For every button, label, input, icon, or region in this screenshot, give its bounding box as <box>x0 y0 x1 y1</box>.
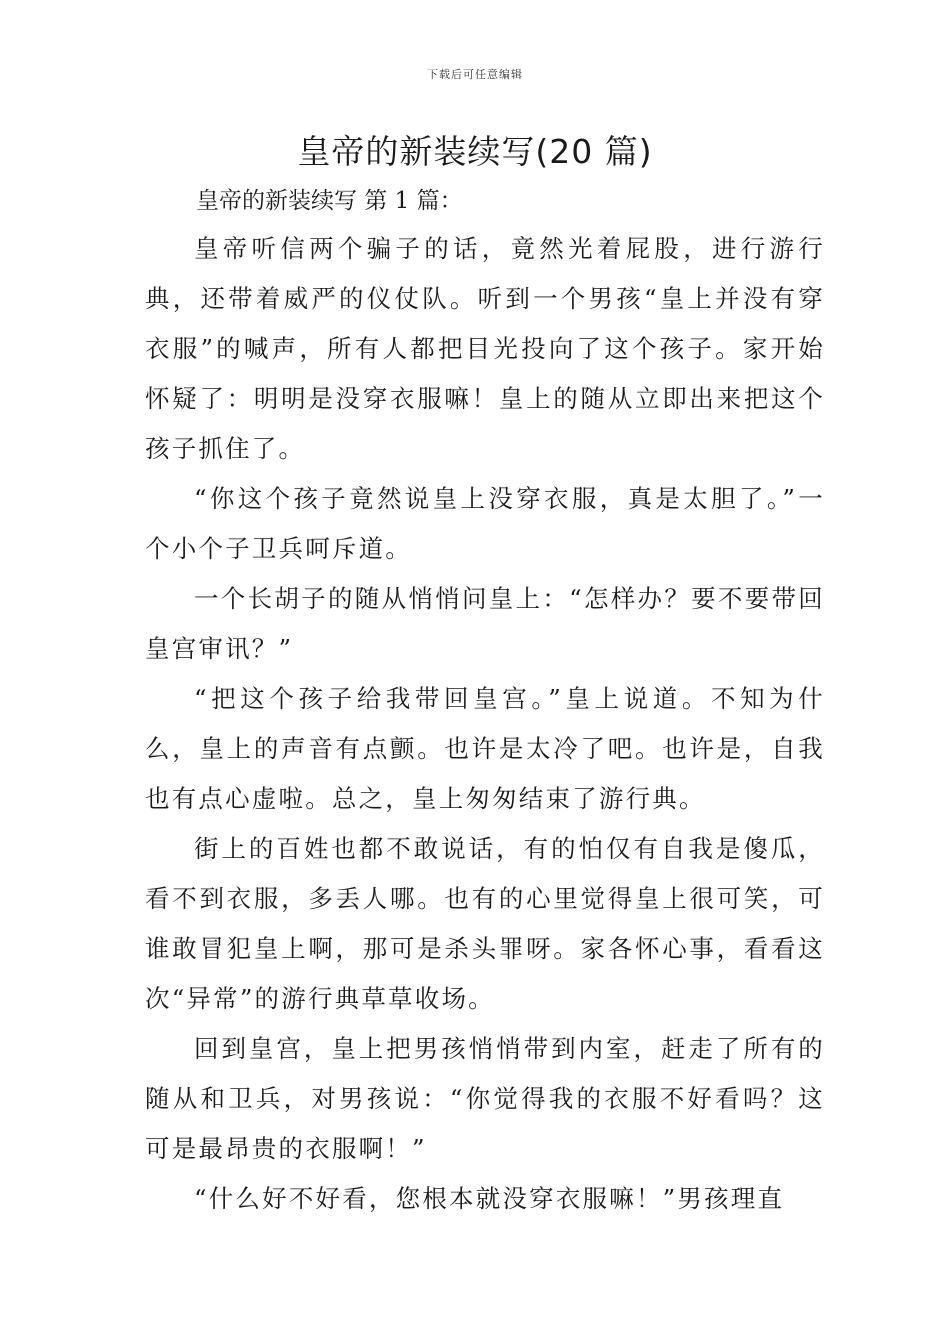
paragraph: “把这个孩子给我带回皇宫。”皇上说道。不知为什么，皇上的声音有点颤。也许是太冷了吧。也许是，自我也有点心虚啦。总之，皇上匆匆结束了游行典。 <box>145 684 825 813</box>
paragraph: 回到皇宫，皇上把男孩悄悄带到内室，赶走了所有的随从和卫兵，对男孩说：“你觉得我的衣服不好看吗？这可是最昂贵的衣服啊！” <box>145 1034 825 1163</box>
document-title: 皇帝的新装续写(20 篇) <box>297 132 653 171</box>
paragraph: 一个长胡子的随从悄悄问皇上：“怎样办？要不要带回皇宫审讯？” <box>145 584 825 663</box>
paragraph: “什么好不好看，您根本就没穿衣服嘛！”男孩理直 <box>194 1184 785 1213</box>
section-subtitle: 皇帝的新装续写 第 1 篇： <box>196 188 463 214</box>
header-note: 下载后可任意编辑 <box>427 68 523 81</box>
paragraph: “你这个孩子竟然说皇上没穿衣服，真是太胆了。”一个小个子卫兵呵斥道。 <box>145 484 825 563</box>
document-body <box>145 224 825 1224</box>
paragraph: 街上的百姓也都不敢说话，有的怕仅有自我是傻瓜，看不到衣服，多丢人哪。也有的心里觉得皇上很可笑，可谁敢冒犯皇上啊，那可是杀头罪呀。家各怀心事，看看这次“异常”的游行典草草收场。 <box>145 834 825 1013</box>
paragraph: 皇帝听信两个骗子的话，竟然光着屁股，进行游行典，还带着威严的仪仗队。听到一个男孩“皇上并没有穿衣服”的喊声，所有人都把目光投向了这个孩子。家开始怀疑了：明明是没穿衣服嘛！皇上的随从立即出来把这个孩子抓住了。 <box>145 234 825 463</box>
